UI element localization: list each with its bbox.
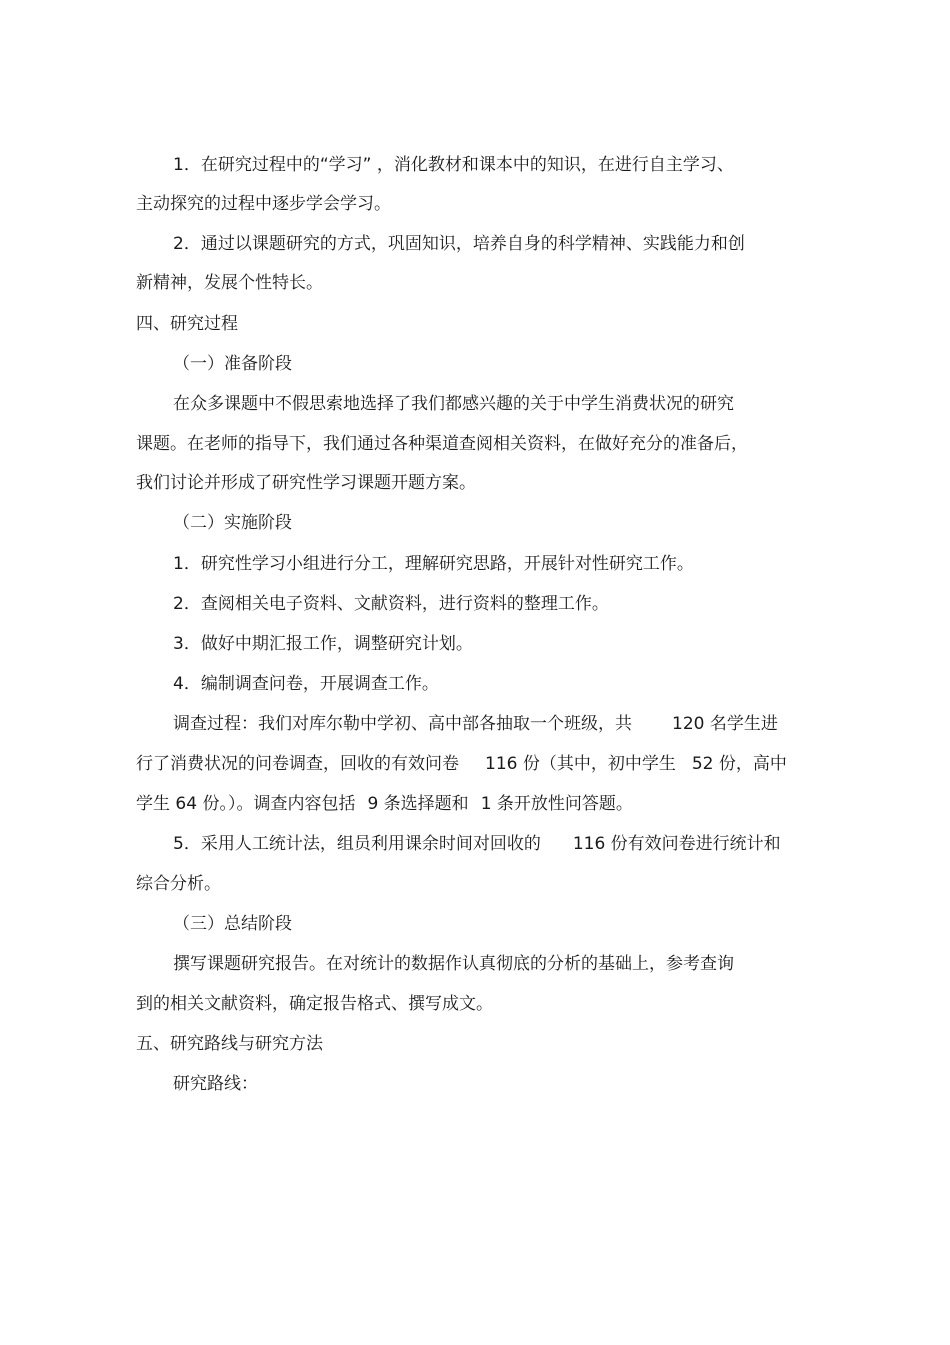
goal-item-2-line-2: 新精神，发展个性特长。 bbox=[136, 273, 323, 293]
survey-process-line-3-text-a: 学生 64 份。）。调查内容包括 bbox=[136, 794, 356, 814]
goal-item-2-line-1: 2．通过以课题研究的方式，巩固知识，培养自身的科学精神、实践能力和创 bbox=[173, 234, 745, 254]
survey-process-line-3-text-c: 1 条开放性问答题。 bbox=[480, 794, 633, 814]
summary-paragraph-line-1: 撰写课题研究报告。在对统计的数据作认真彻底的分析的基础上，参考查询 bbox=[173, 954, 734, 974]
preparation-paragraph-line-1: 在众多课题中不假思索地选择了我们都感兴趣的关于中学生消费状况的研究 bbox=[173, 394, 734, 414]
implementation-item-5-line-2: 综合分析。 bbox=[136, 874, 221, 894]
section-heading-research-route-and-methods: 五、研究路线与研究方法 bbox=[136, 1034, 323, 1054]
survey-process-line-2-text-a: 行了消费状况的问卷调查，回收的有效问卷 bbox=[136, 754, 459, 774]
survey-process-line-2-text-c: 52 份，高中 bbox=[691, 754, 787, 774]
implementation-item-4: 4．编制调查问卷，开展调查工作。 bbox=[173, 674, 439, 694]
subheading-implementation-stage: （二）实施阶段 bbox=[173, 513, 292, 533]
subheading-summary-stage: （三）总结阶段 bbox=[173, 914, 292, 934]
research-route-label: 研究路线： bbox=[173, 1074, 258, 1094]
survey-process-line-1-text-a: 调查过程：我们对库尔勒中学初、高中部各抽取一个班级，共 bbox=[173, 714, 632, 734]
goal-item-1-line-1: 1．在研究过程中的“学习” ，消化教材和课本中的知识，在进行自主学习、 bbox=[173, 155, 734, 175]
survey-process-line-1-text-b: 120 名学生进 bbox=[672, 714, 778, 734]
subheading-preparation-stage: （一）准备阶段 bbox=[173, 354, 292, 374]
preparation-paragraph-line-2: 课题。在老师的指导下，我们通过各种渠道查阅相关资料，在做好充分的准备后， bbox=[136, 434, 748, 454]
section-heading-research-process: 四、研究过程 bbox=[136, 314, 238, 334]
implementation-item-2: 2．查阅相关电子资料、文献资料，进行资料的整理工作。 bbox=[173, 594, 609, 614]
goal-item-1-line-2: 主动探究的过程中逐步学会学习。 bbox=[136, 194, 391, 214]
survey-process-line-1 bbox=[173, 713, 778, 735]
preparation-paragraph-line-3: 我们讨论并形成了研究性学习课题开题方案。 bbox=[136, 473, 476, 493]
survey-process-line-3 bbox=[136, 793, 633, 815]
survey-process-line-2-text-b: 116 份（其中，初中学生 bbox=[485, 754, 676, 774]
implementation-item-5-line-1 bbox=[173, 833, 781, 855]
summary-paragraph-line-2: 到的相关文献资料，确定报告格式、撰写成文。 bbox=[136, 994, 493, 1014]
implementation-item-5-text-a: 5．采用人工统计法，组员利用课余时间对回收的 bbox=[173, 834, 541, 854]
survey-process-line-3-text-b: 9 条选择题和 bbox=[367, 794, 469, 814]
survey-process-line-2 bbox=[136, 753, 787, 775]
implementation-item-5-text-b: 116 份有效问卷进行统计和 bbox=[572, 834, 781, 854]
implementation-item-1: 1．研究性学习小组进行分工，理解研究思路，开展针对性研究工作。 bbox=[173, 554, 694, 574]
implementation-item-3: 3．做好中期汇报工作，调整研究计划。 bbox=[173, 634, 473, 654]
